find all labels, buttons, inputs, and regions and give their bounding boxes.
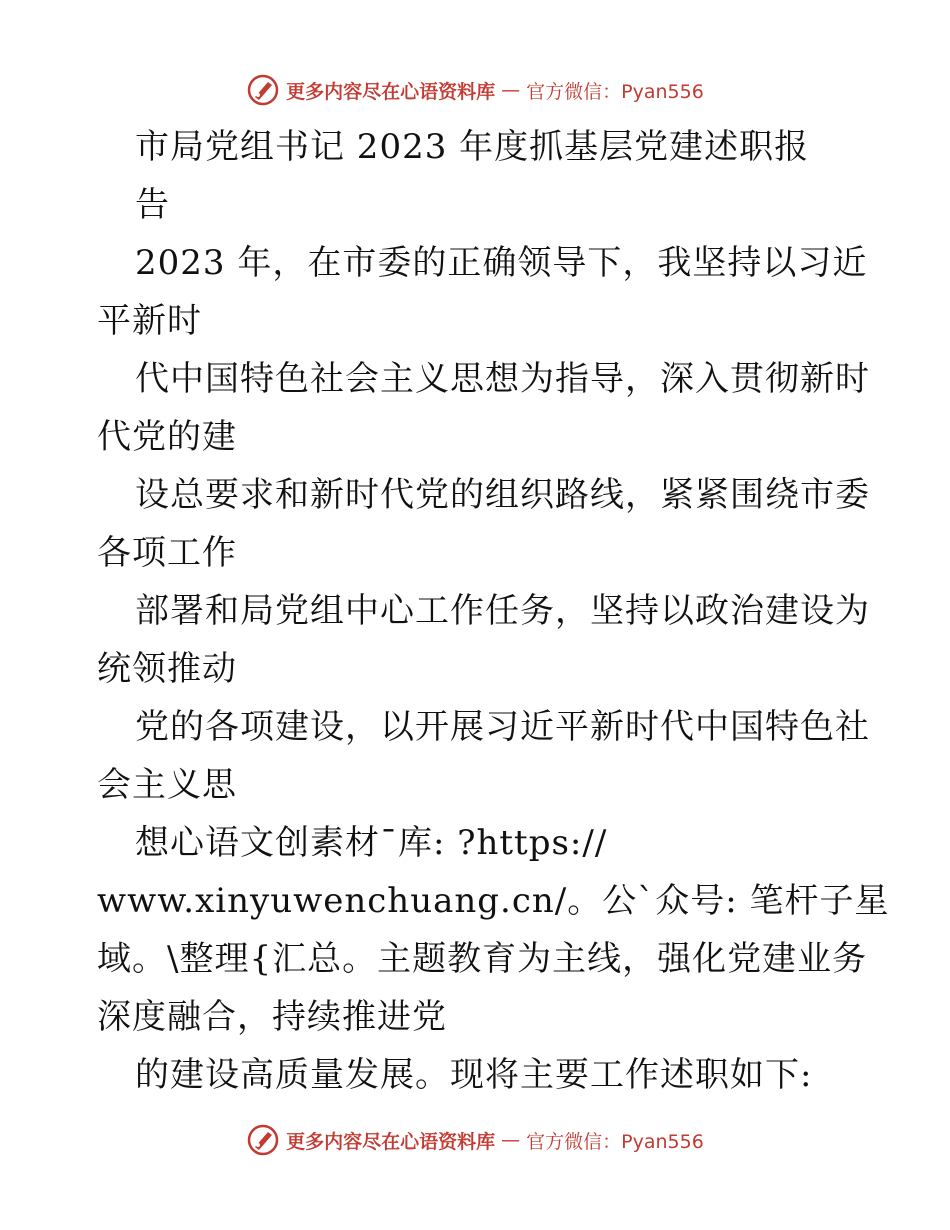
paragraph-line: 域。\整理{汇总。主题教育为主线，强化党建业务: [97, 939, 868, 979]
banner-contact: 官方微信：Pyan556: [526, 80, 704, 103]
paragraph-line: 代中国特色社会主义思想为指导，深入贯彻新时: [135, 359, 870, 399]
paragraph-line: 各项工作: [97, 533, 237, 573]
paragraph-line: 深度融合，持续推进党: [97, 997, 447, 1037]
pen-nib-logo-icon: [246, 1123, 280, 1157]
banner-slogan: 更多内容尽在心语资料库: [286, 1130, 496, 1153]
paragraph-line: 党的各项建设，以开展习近平新时代中国特色社: [135, 707, 870, 747]
paragraph-line: 设总要求和新时代党的组织路线，紧紧围绕市委: [135, 475, 870, 515]
paragraph-line: 部署和局党组中心工作任务，坚持以政治建设为: [135, 591, 870, 631]
paragraph-line: 2023 年，在市委的正确领导下，我坚持以习近: [135, 243, 868, 283]
paragraph-line: 的建设高质量发展。现将主要工作述职如下:: [135, 1055, 813, 1095]
paragraph-line: www.xinyuwenchuang.cn/。公`众号: 笔杆子星: [97, 881, 890, 921]
header-banner: [0, 70, 950, 110]
document-body: [97, 118, 890, 1104]
banner-separator: —: [501, 1129, 521, 1151]
paragraph-line: 统领推动: [97, 649, 237, 689]
title-line-2: 告: [135, 185, 170, 225]
banner-separator: —: [501, 79, 521, 101]
paragraph-line: 会主义思: [97, 765, 237, 805]
paragraph-line: 平新时: [97, 301, 202, 341]
paragraph-line: 代党的建: [97, 417, 237, 457]
title-line-1: 市局党组书记 2023 年度抓基层党建述职报: [135, 127, 810, 167]
pen-nib-logo-icon: [246, 73, 280, 107]
footer-banner: [0, 1120, 950, 1160]
banner-contact: 官方微信：Pyan556: [526, 1130, 704, 1153]
paragraph-line: 想心语文创素材¯库: ?https://: [135, 823, 608, 863]
banner-slogan: 更多内容尽在心语资料库: [286, 80, 496, 103]
